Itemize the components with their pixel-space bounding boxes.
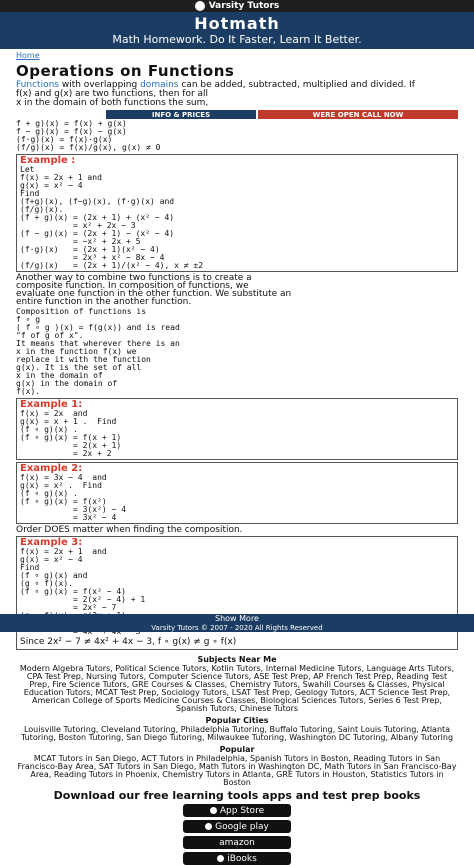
ibooks-label: iBooks [227,853,257,864]
info-prices-button[interactable]: INFO & PRICES [106,110,256,119]
example-heading: Example : [20,155,76,166]
example-2-box [16,462,458,524]
main-content [0,64,474,865]
app-store-badge[interactable] [183,804,291,817]
popular-links[interactable]: MCAT Tutors in San Diego, ACT Tutors in Philadelphia, Spanish Tutors in Boston, Reading Tutors in San Francisco-Bay Area, SAT Tutors in San Diego, Math Tutors in Washington DC, Math Tutors in San Francisco-Bay Area, Reading Tutors in Phoenix, Chemistry Tutors in Atlanta, GRE Tutors in Houston, Statistics Tutors in Boston [17,754,457,787]
apps-heading: Download our free learning tools apps and test prep books [53,789,421,802]
google-play-badge[interactable] [183,820,291,833]
apple-icon [217,855,224,862]
amazon-label: amazon [219,837,255,848]
show-more-button[interactable]: Show More [0,614,474,624]
subjects-links[interactable]: Modern Algebra Tutors, Political Science Tutors, Kotlin Tutors, Internal Medicine Tutors, Language Arts Tutors, CPA Test Prep, Nursing Tutors, Computer Science Tutors, ASE Test Prep, AP French Test Prep, Reading Test Prep, Fire Science Tutors, GRE Courses & Classes, Chemistry Tutors, Swahili Courses & Classes, Physical Education Tutors, MCAT Test Prep, Sociology Tutors, LSAT Test Prep, Geology Tutors, ACT Science Test Prep, American College of Sports Medicine Courses & Classes, Biological Sciences Tutors, Series 6 Test Prep, Spanish Tutors, Chinese Tutors [19,664,455,713]
call-now-button[interactable]: WERE OPEN CALL NOW [258,110,458,119]
app-store-label: App Store [219,805,265,816]
example-3-box [16,536,458,650]
example-2-body: f(x) = 3x − 4 and g(x) = x² . Find (f ∘ g)(x) . (f ∘ g)(x) = f(x²) = 3(x²) − 4 = 3x² − 4 [20,473,126,522]
hero-title[interactable]: Hotmath [194,14,280,33]
composition-line-3: evaluate one function in the other function. We substitute an [16,289,292,299]
composition-line-4: entire function in the another function. [16,297,192,307]
subjects-heading: Subjects Near Me [197,655,277,664]
composition-paragraph [16,274,458,306]
example-box [16,154,458,272]
hero-tagline: Math Homework. Do It Faster, Learn It Better. [112,33,362,46]
play-icon [205,823,212,830]
amazon-badge[interactable] [183,836,291,849]
hero-banner [0,12,474,49]
example-2-heading: Example 2: [20,463,83,474]
cities-heading: Popular Cities [205,716,269,725]
ibooks-badge[interactable] [183,852,291,865]
order-note: Order DOES matter when finding the composition. [16,525,243,535]
intro-text-1: with overlapping [58,80,141,90]
example-1-body: f(x) = 2x and g(x) = x + 1 . Find (f ∘ g)(x) . (f ∘ g)(x) = f(x + 1) = 2(x + 1) = 2x + 2 [20,409,122,458]
subjects-section [16,656,458,787]
example-1-box [16,398,458,460]
intro-text-2: can be added, subtracted, multiplied and divided. If [178,80,415,90]
apple-icon [210,807,217,814]
composition-definition: Composition of functions is f ∘ g ( f ∘ g )(x) = f(g(x)) and is read "f of g of x". It means that wherever there is an x in the function f(x) we replace it with the function g(x). It is the set of all x in the domain of g(x) in the domain of f(x). [16,307,180,396]
functions-link[interactable]: Functions [16,80,59,90]
example-3-body: f(x) = 2x + 1 and g(x) = x² − 4 Find (f ∘ g)(x) and (g ∘ f)(x). (f ∘ g)(x) = f(x² − 4) = 2(x² − 4) + 1 = 2x² − 7 [20,547,146,612]
intro-paragraph [16,81,458,108]
example-body: Let f(x) = 2x + 1 and g(x) = x² − 4 Find (f+g)(x), (f−g)(x), (f·g)(x) and (f/g)(x). (f + g)(x) = (2x + 1) + (x² − 4) = x² + 2x − 3 (f − g)(x) = (2x + 1) − (x² − 4) = −x² + 2x + 5 (f·g)(x) = (2x + 1)(x² − 4) = 2x³ + x² − 8x − 4 (f/g)(x) = (2x + 1)/(x² − 4), x ≠ ±2 [20,165,204,270]
example-3-conclusion: Since 2x² − 7 ≠ 4x² + 4x − 3, f ∘ g(x) ≠ g ∘ f(x) [20,637,237,647]
brand-name[interactable]: Varsity Tutors [208,1,280,11]
top-bar [0,0,474,12]
google-play-label: Google play [215,821,269,832]
example-3-heading: Example 3: [20,537,83,548]
cities-links[interactable]: Louisville Tutoring, Cleveland Tutoring, Philadelphia Tutoring, Buffalo Tutoring, Saint Louis Tutoring, Atlanta Tutoring, Boston Tutoring, San Diego Tutoring, Milwaukee Tutoring, Washington DC Tutoring, Albany Tutoring [20,725,454,742]
intro-line-2: f(x) and g(x) are two functions, then for all [16,89,209,99]
varsity-logo-icon [195,1,205,11]
composition-line-1: Another way to combine two functions is to create a [16,273,252,283]
intro-line-3: x in the domain of both functions the sum, [16,98,209,108]
popular-heading: Popular [219,745,255,754]
page-title: Operations on Functions [16,62,235,80]
copyright-text: Varsity Tutors © 2007 - 2020 All Rights Reserved [0,624,474,632]
domains-link[interactable]: domains [140,80,179,90]
app-badges [16,804,458,865]
promo-bar [16,110,458,119]
home-link[interactable]: Home [16,51,40,60]
composition-line-2: composite function. In composition of functions, we [16,281,249,291]
example-1-heading: Example 1: [20,399,83,410]
definitions-block: f + g)(x) = f(x) + g(x) f − g)(x) = f(x) − g(x) (f·g)(x) = f(x)·g(x) (f/g)(x) = f(x)/g(x), g(x) ≠ 0 [16,119,161,152]
